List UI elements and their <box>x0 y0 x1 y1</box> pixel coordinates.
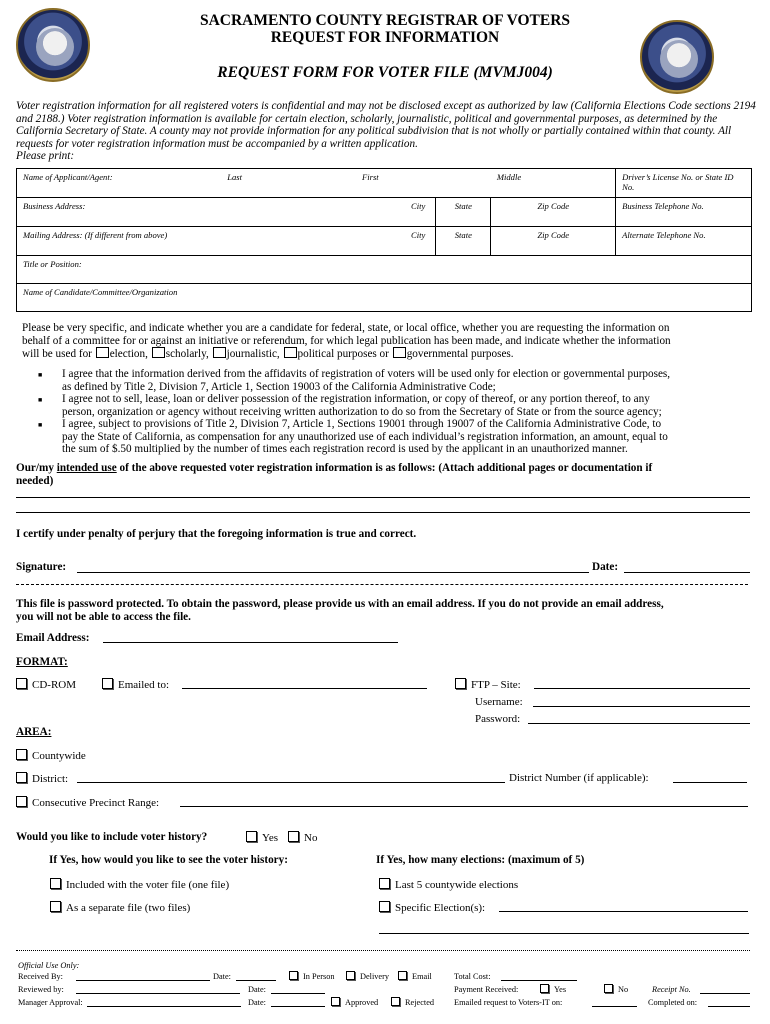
cdrom-option[interactable] <box>16 678 76 692</box>
manager-approval-label: Manager Approval: <box>18 998 83 1007</box>
applicant-name-cell[interactable] <box>17 169 222 198</box>
manager-approval-field[interactable] <box>87 1006 241 1007</box>
official-use-divider <box>16 950 750 951</box>
signature-date-line[interactable] <box>624 572 750 573</box>
history-count-question: If Yes, how many elections: (maximum of 5) <box>376 854 585 866</box>
payment-no-option[interactable] <box>604 984 628 997</box>
form-title: REQUEST FORM FOR VOTER FILE (MVMJ004) <box>217 64 553 81</box>
reviewed-date-field[interactable] <box>271 993 325 994</box>
ftp-checkbox[interactable] <box>455 678 466 689</box>
emailed-request-label: Emailed request to Voters-IT on: <box>454 998 563 1007</box>
applicant-name-label: Name of Applicant/Agent: <box>23 172 113 182</box>
journalistic-label: journalistic, <box>226 348 280 361</box>
agreement-3-line-3: the sum of $.50 multiplied by the number of times each registration record is used by the applicant in an unauthorized manner. <box>62 443 628 456</box>
agency-title: SACRAMENTO COUNTY REGISTRAR OF VOTERS <box>199 12 571 29</box>
cdrom-label: CD-ROM <box>32 679 77 691</box>
history-specific-checkbox[interactable] <box>379 901 390 912</box>
last-name-label: Last <box>227 172 243 182</box>
history-separate-label: As a separate file (two files) <box>66 902 191 914</box>
email-label: Email Address: <box>16 632 90 644</box>
receipt-no-label: Receipt No. <box>652 985 691 994</box>
intended-use-needed: needed) <box>16 474 54 487</box>
emailed-option[interactable] <box>102 678 169 692</box>
intended-use-suffix: of the above requested voter registration information is as follows: (Attach additional pages or documentation if <box>116 462 653 474</box>
reviewed-by-label: Reviewed by: <box>18 985 64 994</box>
email-method-label: Email <box>412 972 432 981</box>
signature-line[interactable] <box>77 572 589 573</box>
username-label: Username: <box>475 696 523 708</box>
in-person-option[interactable] <box>289 971 335 984</box>
delivery-option[interactable] <box>346 971 389 984</box>
intended-use-line-2[interactable] <box>16 512 750 513</box>
purpose-line-2: behalf of a committee for or against an initiative or referendum, for which legal publication has been made, and indicate whether the information <box>22 334 671 347</box>
history-yes-label: Yes <box>262 832 279 844</box>
history-last5-label: Last 5 countywide elections <box>395 879 519 891</box>
please-print: Please print: <box>16 150 75 163</box>
received-date-label: Date: <box>213 972 231 981</box>
emailed-label: Emailed to: <box>118 679 170 691</box>
approved-label: Approved <box>345 998 379 1007</box>
agreement-2-line-1: I agree not to sell, lease, loan or deliver possession of the registration information, or copy of thereof, or any portion thereof, to any <box>62 393 650 405</box>
delivery-label: Delivery <box>360 972 390 981</box>
ftp-option[interactable] <box>455 678 521 692</box>
total-cost-field[interactable] <box>501 980 577 981</box>
countywide-option[interactable] <box>16 749 86 763</box>
intended-use-line-1[interactable] <box>16 497 750 498</box>
voter-history-question: Would you like to include voter history? <box>16 831 208 843</box>
business-address-cell[interactable] <box>17 198 356 227</box>
agreement-item <box>62 368 762 393</box>
mailing-state-cell[interactable] <box>436 227 491 256</box>
intended-use-prefix: Our/my <box>16 462 57 474</box>
history-specific-label: Specific Election(s): <box>395 902 486 914</box>
intended-use-prompt <box>16 462 756 487</box>
alternate-phone-label: Alternate Telephone No. <box>622 230 706 240</box>
password-field[interactable] <box>528 723 750 724</box>
agreement-item <box>62 418 762 456</box>
approved-checkbox[interactable] <box>331 997 340 1006</box>
history-no-label: No <box>304 832 318 844</box>
history-no-checkbox[interactable] <box>288 831 299 842</box>
alternate-phone-cell[interactable] <box>616 227 752 256</box>
in-person-label: In Person <box>303 972 335 981</box>
business-city-label: City <box>411 201 426 211</box>
ftp-label: FTP – Site: <box>471 679 521 691</box>
payment-yes-option[interactable] <box>540 984 566 997</box>
rejected-option[interactable] <box>391 997 434 1010</box>
election-label: election, <box>109 348 148 361</box>
history-specific-option[interactable] <box>379 901 485 915</box>
manager-date-field[interactable] <box>271 1006 325 1007</box>
purpose-line-3: will be used for <box>22 348 92 361</box>
in-person-checkbox[interactable] <box>289 971 298 980</box>
candidate-committee-cell[interactable] <box>17 284 752 312</box>
scholarly-label: scholarly, <box>165 348 209 361</box>
agreement-3-line-2: pay the State of California, as compensation for any unauthorized use of each individual’s registration information, an amount, equal to <box>62 430 668 443</box>
bullet-icon: ■ <box>38 421 43 429</box>
business-zip-label: Zip Code <box>537 201 570 211</box>
history-included-checkbox[interactable] <box>50 878 61 889</box>
email-method-checkbox[interactable] <box>398 971 407 980</box>
history-included-option[interactable] <box>50 878 229 892</box>
specific-elections-field-2[interactable] <box>379 933 749 934</box>
district-checkbox[interactable] <box>16 772 27 783</box>
license-label: Driver’s License No. or State ID No. <box>622 172 734 192</box>
consecutive-precinct-checkbox[interactable] <box>16 796 27 807</box>
username-field[interactable] <box>533 706 750 707</box>
email-method-option[interactable] <box>398 971 432 984</box>
title-position-label: Title or Position: <box>23 259 82 269</box>
received-by-label: Received By: <box>18 972 63 981</box>
payment-yes-checkbox[interactable] <box>540 984 549 993</box>
business-zip-cell[interactable] <box>491 198 616 227</box>
mailing-address-label: Mailing Address: (If different from above) <box>23 230 168 240</box>
business-phone-label: Business Telephone No. <box>622 201 704 211</box>
agreement-3-line-1: I agree, subject to provisions of Title 2, Division 7, Article 1, Sections 19001 through 19007 of the California Administrative Code, to <box>62 418 662 430</box>
district-number-field[interactable] <box>673 782 747 783</box>
reviewed-date-label: Date: <box>248 985 266 994</box>
official-use-heading: Official Use Only: <box>18 961 80 970</box>
agreement-2-line-2: person, organization or agency without receiving written authorization to do so from the Secretary of State or from the source agency; <box>62 405 662 418</box>
password-notice-line-1: This file is password protected. To obtain the password, please provide us with an email address. If you do not provide an email address, <box>16 598 664 610</box>
consecutive-precinct-option[interactable] <box>16 796 159 810</box>
consecutive-precinct-field[interactable] <box>180 806 748 807</box>
receipt-no-field[interactable] <box>700 993 750 994</box>
license-cell[interactable] <box>616 169 752 198</box>
cdrom-checkbox[interactable] <box>16 678 27 689</box>
business-state-cell[interactable] <box>436 198 491 227</box>
district-field[interactable] <box>77 782 505 783</box>
cut-line-divider <box>16 584 748 585</box>
mailing-city-cell[interactable] <box>356 227 436 256</box>
consecutive-precinct-label: Consecutive Precinct Range: <box>32 797 160 809</box>
agreement-item <box>62 393 762 418</box>
history-last5-option[interactable] <box>379 878 518 892</box>
agreement-1-line-2: as defined by Title 2, Division 7, Article 1, Section 19003 of the California Administrative Code; <box>62 380 496 393</box>
ftp-site-field[interactable] <box>534 688 750 689</box>
emailed-request-field[interactable] <box>592 1006 637 1007</box>
rejected-label: Rejected <box>405 998 435 1007</box>
history-yes-option[interactable] <box>246 831 278 845</box>
received-by-field[interactable] <box>76 980 210 981</box>
history-yes-checkbox[interactable] <box>246 831 257 842</box>
first-name-cell[interactable] <box>356 169 491 198</box>
mailing-state-label: State <box>454 230 472 240</box>
rejected-checkbox[interactable] <box>391 997 400 1006</box>
email-address-field[interactable] <box>103 642 398 643</box>
business-city-cell[interactable] <box>356 198 436 227</box>
political-label: political purposes or <box>297 348 389 361</box>
middle-name-label: Middle <box>496 172 522 182</box>
payment-no-label: No <box>618 985 629 994</box>
completed-on-label: Completed on: <box>648 998 698 1007</box>
district-option[interactable] <box>16 772 68 786</box>
area-heading: AREA: <box>16 726 52 738</box>
business-phone-cell[interactable] <box>616 198 752 227</box>
bullet-icon: ■ <box>38 396 43 404</box>
history-separate-checkbox[interactable] <box>50 901 61 912</box>
approved-option[interactable] <box>331 997 378 1010</box>
mailing-address-cell[interactable] <box>17 227 356 256</box>
payment-received-label: Payment Received: <box>454 985 519 994</box>
purpose-line-1: Please be very specific, and indicate whether you are a candidate for federal, state, or local office, whether you are requesting the information on <box>22 322 670 334</box>
middle-name-cell[interactable] <box>491 169 616 198</box>
political-checkbox[interactable] <box>284 347 297 358</box>
agreement-1-line-1: I agree that the information derived from the affidavits of registration of voters will be used only for election or governmental purposes, <box>62 368 671 380</box>
completed-on-field[interactable] <box>708 1006 750 1007</box>
governmental-label: governmental purposes. <box>406 348 514 361</box>
district-number-label: District Number (if applicable): <box>509 772 649 784</box>
title-position-cell[interactable] <box>17 256 752 284</box>
mailing-zip-cell[interactable] <box>491 227 616 256</box>
certify-statement: I certify under penalty of perjury that the foregoing information is true and correct. <box>16 528 417 540</box>
purpose-paragraph <box>22 322 762 361</box>
total-cost-label: Total Cost: <box>454 972 491 981</box>
emailed-to-field[interactable] <box>182 688 427 689</box>
manager-date-label: Date: <box>248 998 266 1007</box>
signature-label: Signature: <box>16 561 67 573</box>
mailing-zip-label: Zip Code <box>537 230 570 240</box>
received-date-field[interactable] <box>236 980 276 981</box>
history-how-question: If Yes, how would you like to see the voter history: <box>49 854 288 866</box>
request-title: REQUEST FOR INFORMATION <box>270 29 500 46</box>
governmental-checkbox[interactable] <box>393 347 406 358</box>
history-last5-checkbox[interactable] <box>379 878 390 889</box>
election-checkbox[interactable] <box>96 347 109 358</box>
password-notice-line-2: you will not be able to access the file. <box>16 610 191 623</box>
payment-yes-label: Yes <box>554 985 567 994</box>
specific-elections-field[interactable] <box>499 911 748 912</box>
delivery-checkbox[interactable] <box>346 971 355 980</box>
first-name-label: First <box>361 172 379 182</box>
business-address-label: Business Address: <box>23 201 86 211</box>
history-included-label: Included with the voter file (one file) <box>66 879 230 891</box>
countywide-checkbox[interactable] <box>16 749 27 760</box>
intro-text <box>16 100 758 163</box>
history-no-option[interactable] <box>288 831 317 845</box>
emailed-checkbox[interactable] <box>102 678 113 689</box>
reviewed-by-field[interactable] <box>76 993 240 994</box>
intro-paragraph: Voter registration information for all registered voters is confidential and may not be disclosed except as authorized by law (California Elections Code sections 2194 and 2188.) Voter registration information is available for certain election, scholarly, journalistic, political and governmental purposes, as determined by the California Secretary of State. A county may not provide information for any political subdivision that is not wholly or partially contained within that county. All requests for voter registration information must be accompanied by a written application. <box>16 100 756 150</box>
mailing-city-label: City <box>411 230 426 240</box>
format-heading: FORMAT: <box>16 656 68 668</box>
countywide-label: Countywide <box>32 750 86 762</box>
intended-use-underlined: intended use <box>56 462 117 474</box>
history-separate-option[interactable] <box>50 901 190 915</box>
business-state-label: State <box>454 201 472 211</box>
candidate-committee-label: Name of Candidate/Committee/Organization <box>23 287 178 297</box>
applicant-info-table <box>16 168 752 312</box>
password-label: Password: <box>475 713 521 725</box>
payment-no-checkbox[interactable] <box>604 984 613 993</box>
signature-date-label: Date: <box>592 561 619 573</box>
password-notice <box>16 598 761 623</box>
bullet-icon: ■ <box>38 371 43 379</box>
scholarly-checkbox[interactable] <box>152 347 165 358</box>
district-label: District: <box>32 773 69 785</box>
journalistic-checkbox[interactable] <box>213 347 226 358</box>
last-name-cell[interactable] <box>221 169 356 198</box>
